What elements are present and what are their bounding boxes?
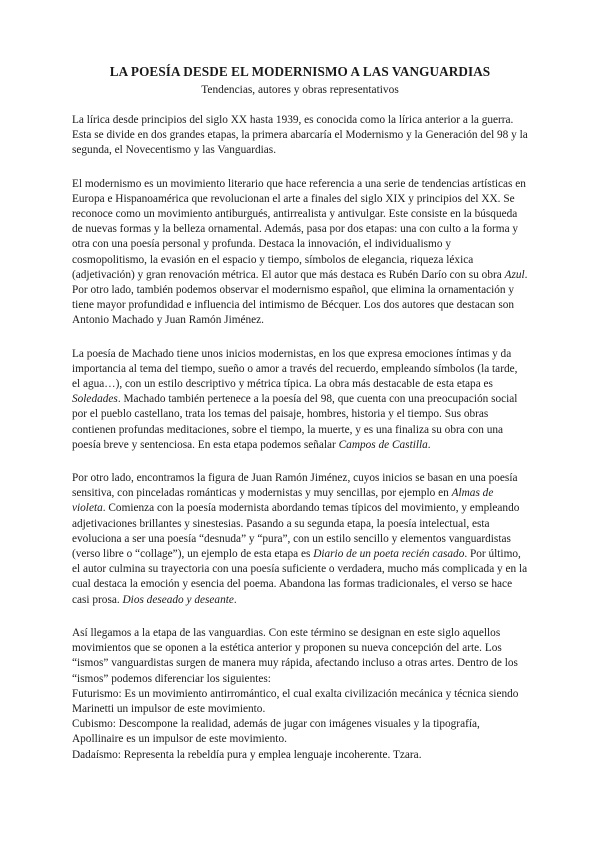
paragraph-machado-text-b: . Machado también pertenece a la poesía del 98, que cuenta con una preocupación social por el pueblo castellano, trata los temas del paisaje, hombres, historia y el tiempo. Sus obras contienen profundas meditaciones, sobre el tiempo, la muerte, y es una finaliza su obra con una poesía breve y sentenciosa. En esta etapa podemos señalar [72,393,518,451]
vanguardias-intro: Así llegamos a la etapa de las vanguardias. Con este término se designan en este siglo aquellos movimientos que se oponen a la estética anterior y proponen su nueva concepción del arte. Los “ismos” vanguardistas surgen de manera muy rápida, afectando incluso a otras artes. Dentro de los “ismos” podemos diferenciar los siguientes: [72,626,518,685]
definition-futurismo: Futurismo: Es un movimiento antirromántico, el cual exalta civilización mecánica y técnica siendo Marinetti un impulsor de este movimiento. [72,687,519,715]
paragraph-modernismo-text-b: . Por otro lado, también podemos observar el modernismo español, que elimina la ornamentación y tiene mayor profundidad e influencia del intimismo de Bécquer. Los dos autores que destacan son Antonio Machado y Juan Ramón Jiménez. [72,268,528,327]
document-title: LA POESÍA DESDE EL MODERNISMO A LAS VANGUARDIAS [109,64,491,79]
definition-cubismo: Cubismo: Descompone la realidad, además de jugar con imágenes visuales y la tipografía, Apollinaire es un impulsor de este movimiento. [72,718,480,746]
paragraph-vanguardias [72,626,528,763]
definition-dadaismo: Dadaísmo: Representa la rebeldía pura y emplea lenguaje incoherente. Tzara. [72,748,422,761]
paragraph-jimenez-text-b: . Comienza con la poesía modernista abordando temas típicos del movimiento, y empleando adjetivaciones brillantes y sinestesias. Pasando a su segunda etapa, la poesía intelectual, esta evoluciona a ser una poesía “desnuda” y “pura”, con un estilo sencillo y elementos vanguardistas (verso libre o “collage”), un ejemplo de esta etapa es [72,502,520,561]
paragraph-jimenez-text-d: . [233,593,237,606]
paragraph-modernismo [72,177,528,329]
work-title-campos-de-castilla: Campos de Castilla [338,438,428,451]
paragraph-jimenez-text-a: Por otro lado, encontramos la figura de Juan Ramón Jiménez, cuyos inicios se basan en una poesía sensitiva, con pinceladas románticas y modernistas y muy sencillas, por ejemplo en [72,472,518,500]
document-subtitle: Tendencias, autores y obras representativos [201,84,399,96]
work-title-diario-poeta: Diario de un poeta recién casado [313,548,465,561]
work-title-azul: Azul [504,268,525,281]
paragraph-intro-text: La lírica desde principios del siglo XX hasta 1939, es conocida como la lírica anterior a la guerra. Esta se divide en dos grandes etapas, la primera abarcaría el Modernismo y la Generación del 98 y la segunda, el Novecentismo y las Vanguardias. [72,114,528,157]
paragraph-jimenez [72,471,528,608]
work-title-soledades: Soledades [72,393,118,406]
paragraph-machado-text-a: La poesía de Machado tiene unos inicios modernistas, en los que expresa emociones íntimas y da importancia al tema del tiempo, sueño o amor a través del recuerdo, empleando símbolos (la tarde, el agua…), con un estilo descriptivo y métrica típica. La obra más destacable de esta etapa es [72,347,518,391]
paragraph-jimenez-text-c: . Por último, el autor culmina su trayectoria con una poesía suficiente o verdadera, mucho más complicada y en la cual destaca la emoción y esencia del poema. Abandona las formas tradicionales, el verso se hace casi prosa. [72,548,528,606]
paragraph-intro [72,113,528,159]
work-title-dios-deseado: Dios deseado y deseante [122,593,234,606]
paragraph-machado-text-c: . [427,438,431,451]
paragraph-machado [72,347,528,453]
work-title-almas-de-violeta: Almas de violeta [72,487,494,515]
paragraph-modernismo-text-a: El modernismo es un movimiento literario que hace referencia a una serie de tendencias artísticas en Europa e Hispanoamérica que revolucionan el arte a finales del siglo XIX y principios del XX. Se reconoce como un movimiento antiburgués, antirrealista y antivulgar. Este consiste en la búsqueda de nuevas formas y la belleza ornamental. Además, pasa por dos etapas: una con culto a la forma y otra con una poesía personal y profunda. Destaca la innovación, el individualismo y cosmopolitismo, la evasión en el espacio y tiempo, símbolos de elegancia, riqueza léxica (adjetivación) y gran renovación métrica. El autor que más destaca es Rubén Darío con su obra [72,177,526,281]
